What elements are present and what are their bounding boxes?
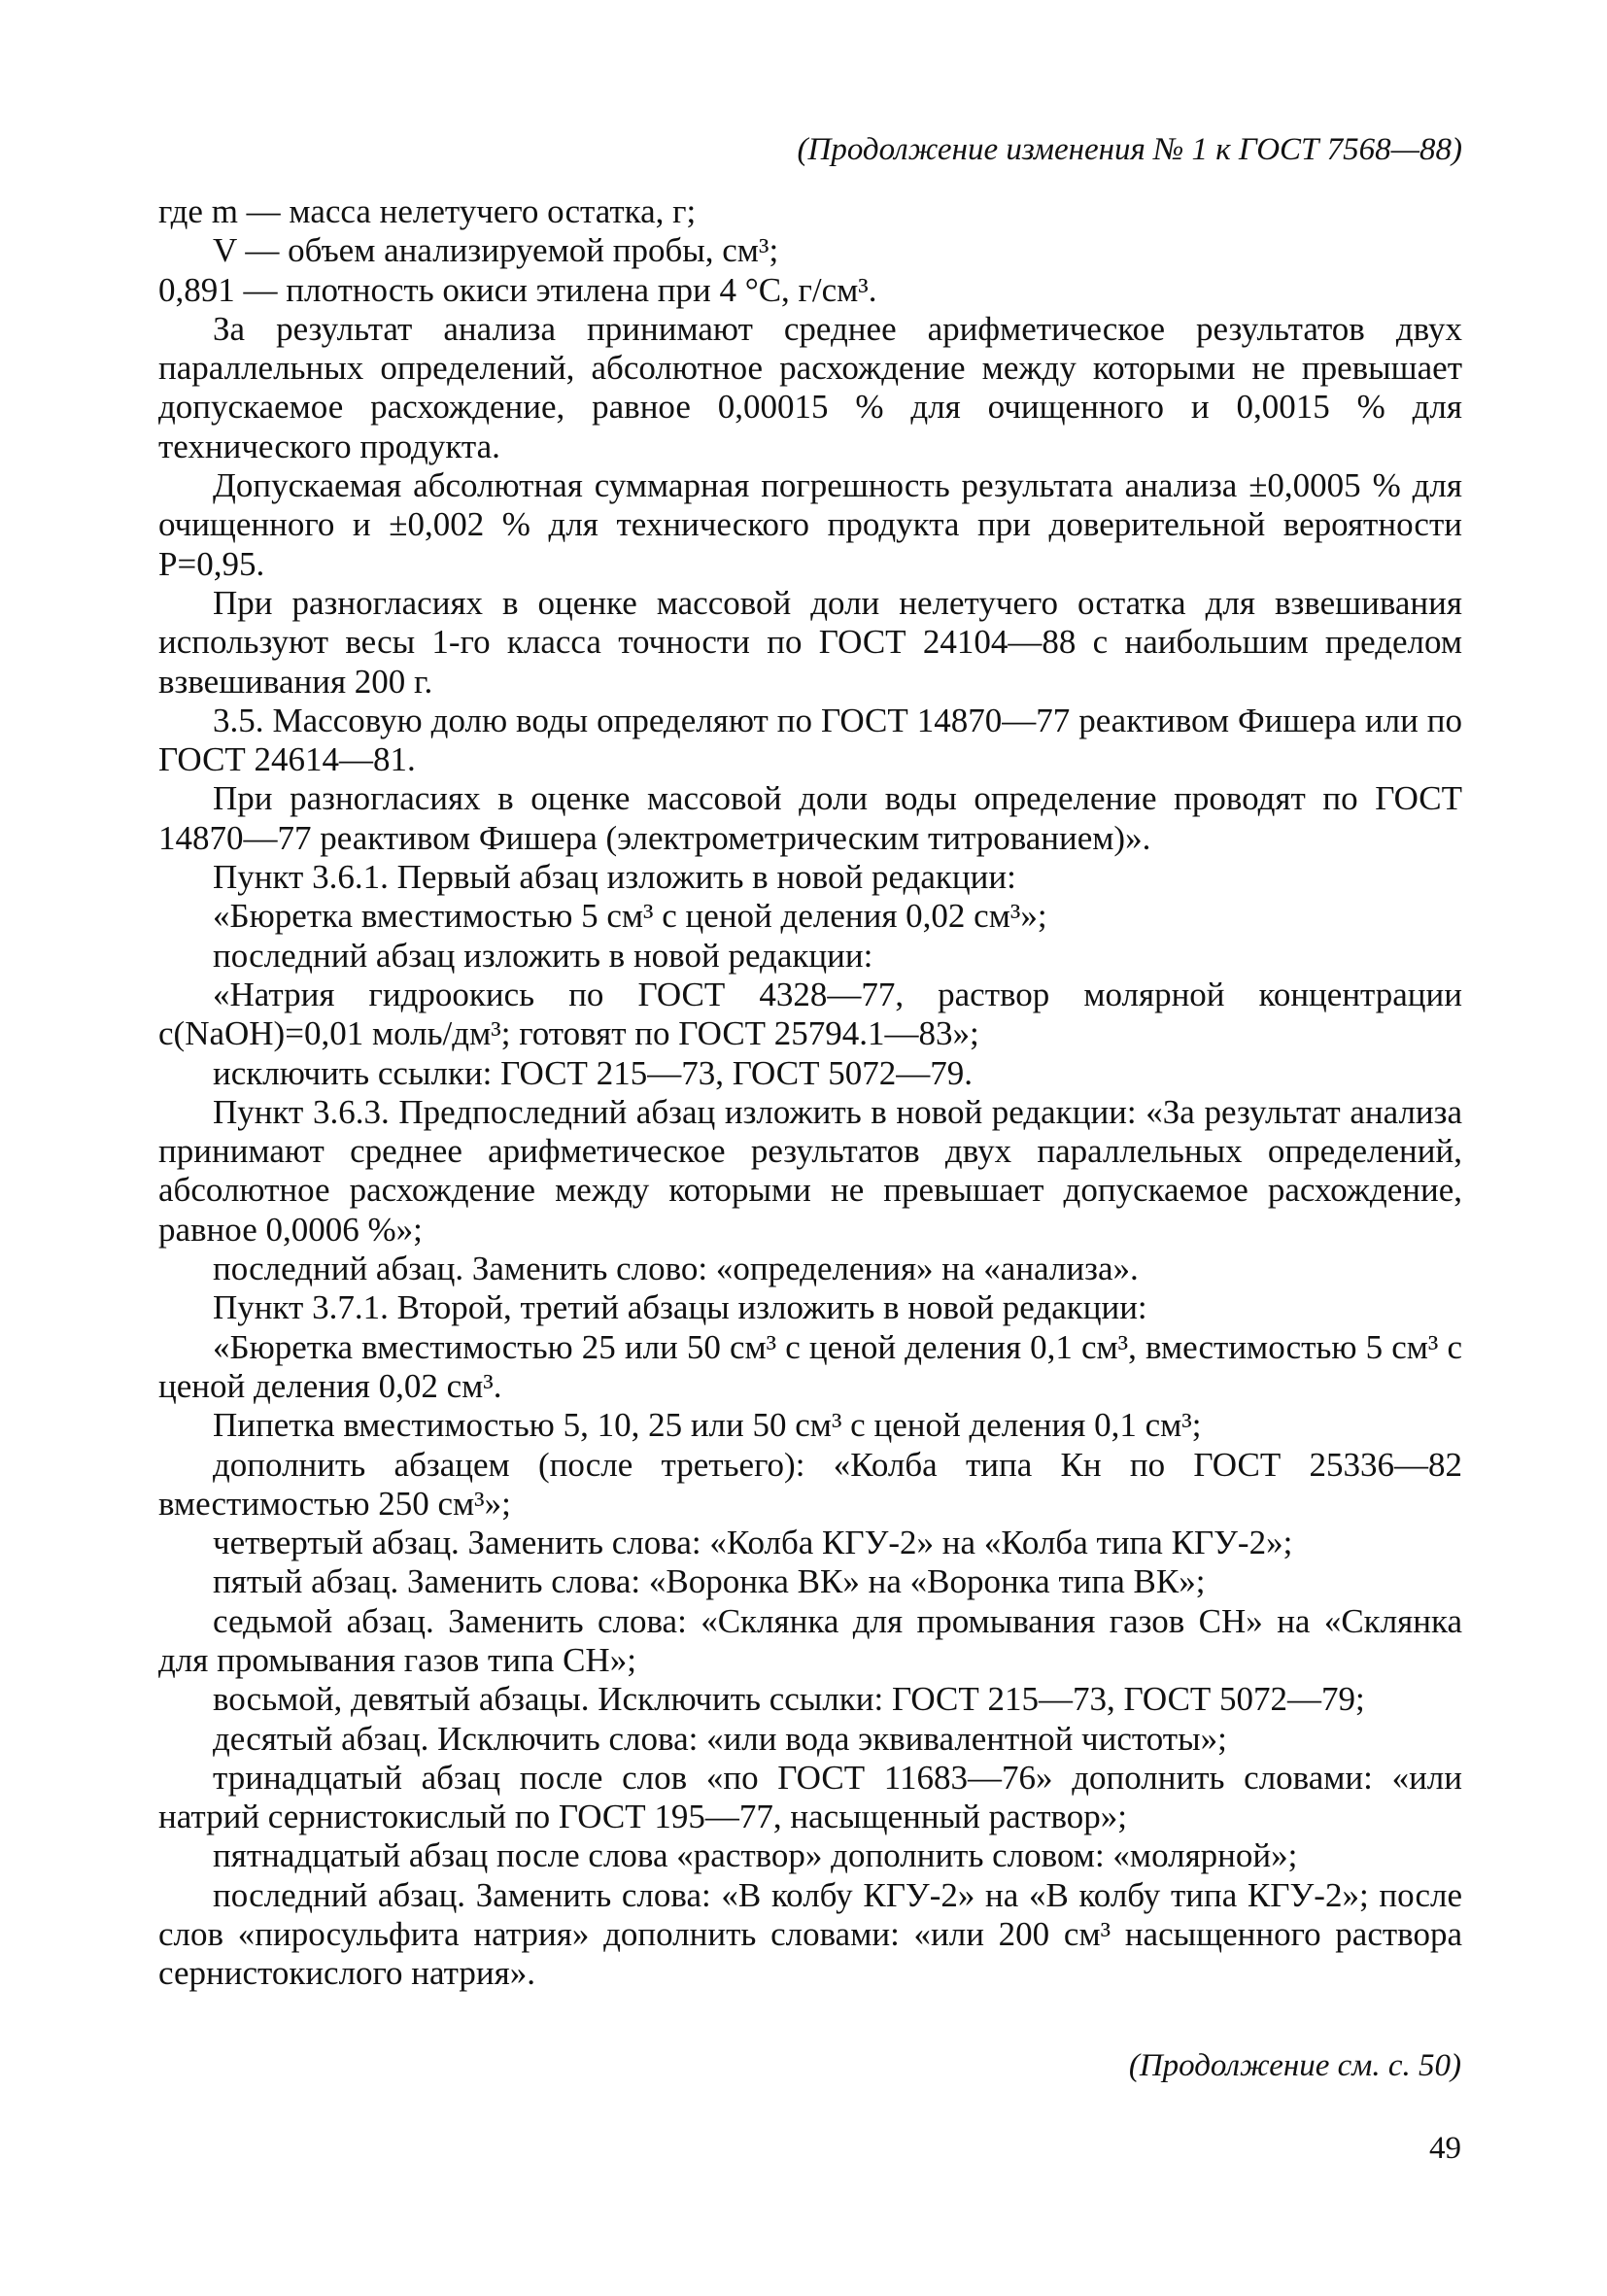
- paragraph: Пункт 3.6.3. Предпоследний абзац изложить в новой редакции: «За результат анализа принимают среднее арифметическое результатов двух параллельных определений, абсолютное расхождение между которыми не превышает допускаемое расхождение, равное 0,0006 %»;: [158, 1092, 1462, 1249]
- paragraph: пятый абзац. Заменить слова: «Воронка ВК» на «Воронка типа ВК»;: [213, 1562, 1206, 1601]
- paragraph: «Натрия гидроокись по ГОСТ 4328—77, раствор молярной концентрации c(NaOH)=0,01 моль/дм³; готовят по ГОСТ 25794.1—83»;: [158, 975, 1462, 1053]
- paragraph: При разногласиях в оценке массовой доли воды определение проводят по ГОСТ 14870—77 реактивом Фишера (электрометрическим титрованием)».: [158, 779, 1462, 857]
- paragraph: восьмой, девятый абзацы. Исключить ссылки: ГОСТ 215—73, ГОСТ 5072—79;: [213, 1680, 1365, 1719]
- paragraph: где m — масса нелетучего остатка, г;: [158, 192, 697, 230]
- paragraph: последний абзац. Заменить слово: «определения» на «анализа».: [213, 1250, 1139, 1288]
- running-header: (Продолжение изменения № 1 к ГОСТ 7568—88): [797, 132, 1462, 167]
- paragraph: Пункт 3.6.1. Первый абзац изложить в новой редакции:: [213, 858, 1016, 897]
- paragraph: При разногласиях в оценке массовой доли нелетучего остатка для взвешивания используют весы 1-го класса точности по ГОСТ 24104—88 с наибольшим пределом взвешивания 200 г.: [158, 583, 1462, 701]
- paragraph: пятнадцатый абзац после слова «раствор» дополнить словом: «молярной»;: [213, 1836, 1298, 1875]
- paragraph: Пункт 3.7.1. Второй, третий абзацы изложить в новой редакции:: [213, 1288, 1147, 1327]
- paragraph: V — объем анализируемой пробы, см³;: [213, 231, 779, 270]
- paragraph: седьмой абзац. Заменить слова: «Склянка для промывания газов СН» на «Склянка для промывания газов типа СН»;: [158, 1601, 1462, 1679]
- paragraph: 0,891 — плотность окиси этилена при 4 °С, г/см³.: [158, 270, 877, 309]
- paragraph: За результат анализа принимают среднее арифметическое результатов двух параллельных определений, абсолютное расхождение между которыми не превышает допускаемое расхождение, равное 0,00015 % для очищенного и 0,0015 % для технического продукта.: [158, 309, 1462, 465]
- paragraph: 3.5. Массовую долю воды определяют по ГОСТ 14870—77 реактивом Фишера или по ГОСТ 24614—81.: [158, 701, 1462, 779]
- continuation-note: (Продолжение см. с. 50): [1128, 2048, 1461, 2083]
- paragraph: четвертый абзац. Заменить слова: «Колба КГУ-2» на «Колба типа КГУ-2»;: [213, 1524, 1293, 1562]
- paragraph: дополнить абзацем (после третьего): «Колба типа Кн по ГОСТ 25336—82 вместимостью 250 см³»;: [158, 1445, 1462, 1523]
- paragraph: Допускаемая абсолютная суммарная погрешность результата анализа ±0,0005 % для очищенного и ±0,002 % для технического продукта при доверительной вероятности P=0,95.: [158, 466, 1462, 583]
- paragraph: «Бюретка вместимостью 5 см³ с ценой деления 0,02 см³»;: [213, 897, 1047, 936]
- paragraph: десятый абзац. Исключить слова: «или вода эквивалентной чистоты»;: [213, 1719, 1227, 1758]
- paragraph: исключить ссылки: ГОСТ 215—73, ГОСТ 5072—79.: [213, 1053, 973, 1092]
- paragraph: тринадцатый абзац после слов «по ГОСТ 11683—76» дополнить словами: «или натрий сернистокислый по ГОСТ 195—77, насыщенный раствор»;: [158, 1758, 1462, 1836]
- paragraph: Пипетка вместимостью 5, 10, 25 или 50 см³ с ценой деления 0,1 см³;: [213, 1406, 1202, 1445]
- paragraph: последний абзац изложить в новой редакции:: [213, 936, 873, 975]
- page-number: 49: [1429, 2131, 1461, 2166]
- paragraph: последний абзац. Заменить слова: «В колбу КГУ-2» на «В колбу типа КГУ-2»; после слов «пиросульфита натрия» дополнить словами: «или 200 см³ насыщенного раствора сернистокислого натрия».: [158, 1875, 1462, 1993]
- paragraph: «Бюретка вместимостью 25 или 50 см³ с ценой деления 0,1 см³, вместимостью 5 см³ с ценой деления 0,02 см³.: [158, 1327, 1462, 1405]
- page-content: [158, 128, 1462, 1994]
